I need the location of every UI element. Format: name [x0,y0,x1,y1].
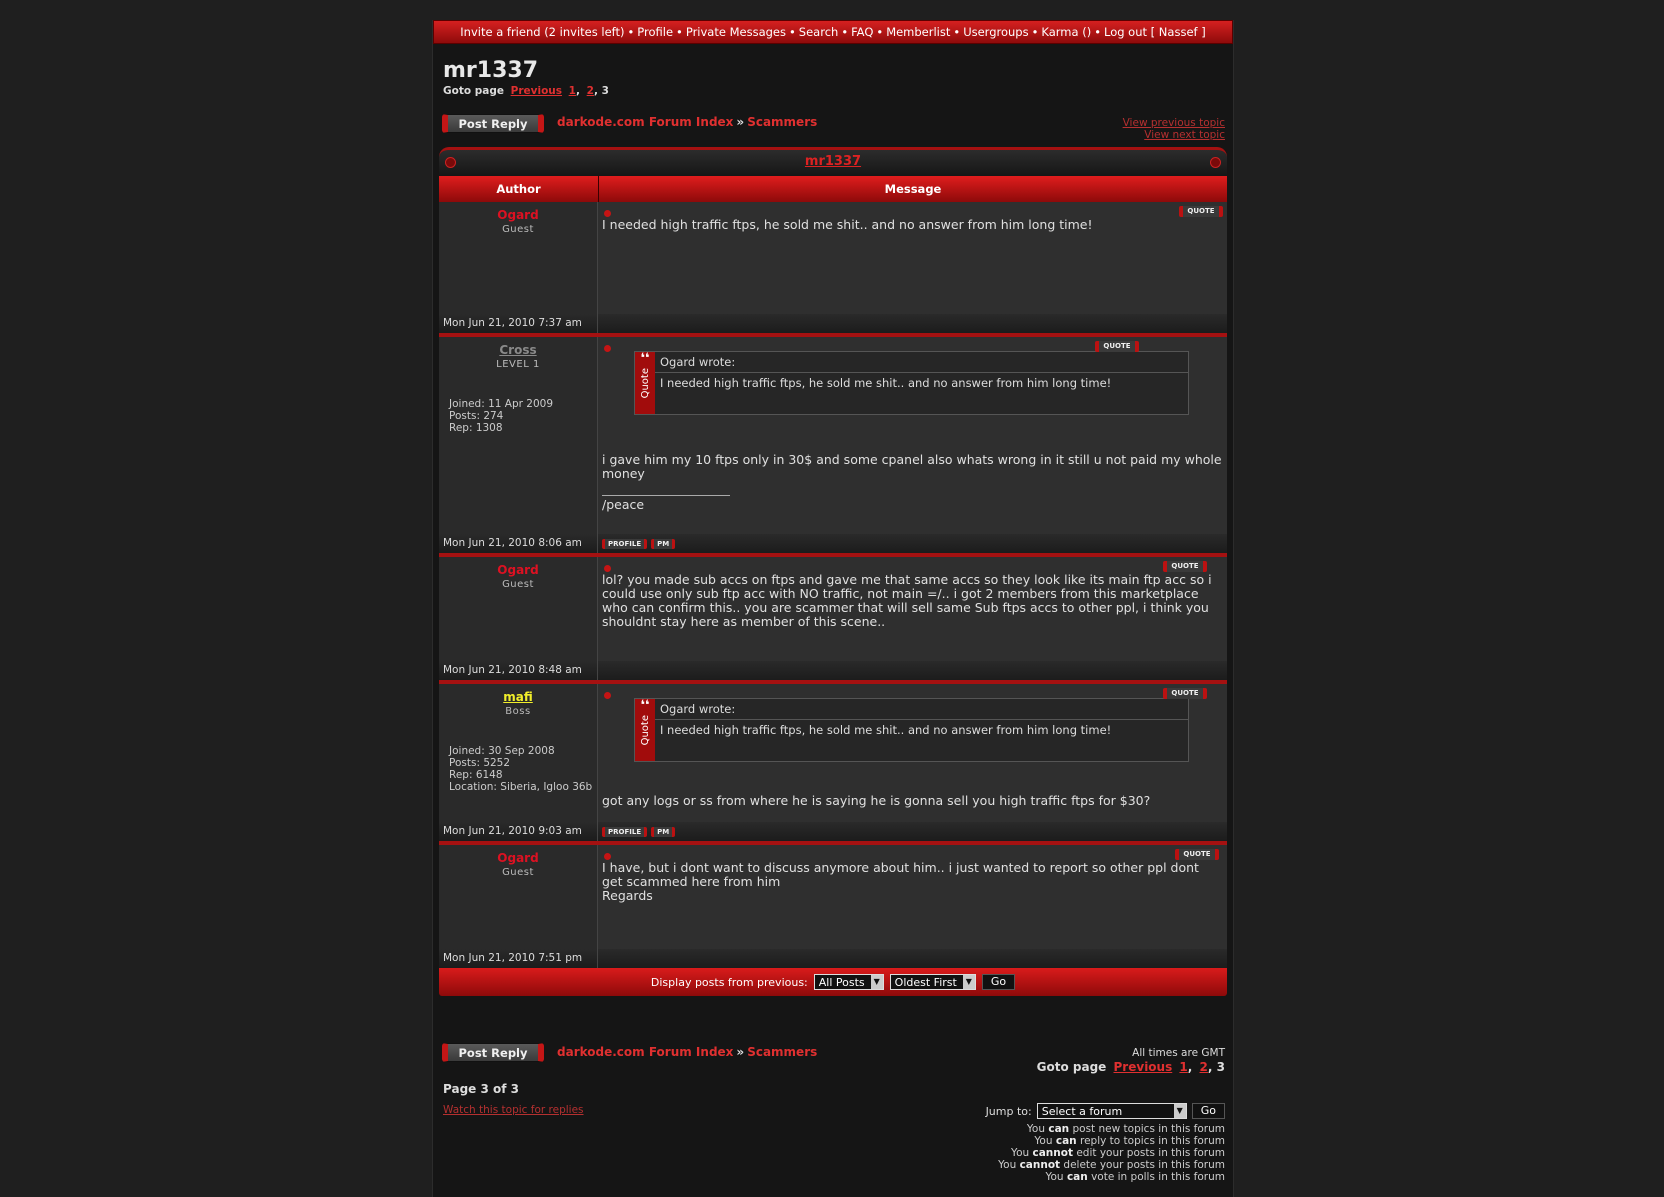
post-row [439,684,1227,822]
permission-line: You cannot edit your posts in this forum [1011,1147,1225,1159]
post-signature: /peace [602,497,645,512]
column-message-header: Message [884,182,942,196]
quote-button[interactable]: QUOTE [1179,206,1223,217]
post-icon [604,345,611,352]
post-author-cell [439,202,598,314]
post-author-rank: LEVEL 1 [496,359,540,370]
timezone-note: All times are GMT [1132,1047,1225,1059]
current-page: 3 [601,85,609,97]
breadcrumb-index-link[interactable]: darkode.com Forum Index [557,1045,734,1059]
post-footer [439,314,1227,337]
table-header [439,176,1227,202]
page-link-2[interactable]: 2 [586,85,594,97]
post-reply-button[interactable]: Post Reply [442,114,544,133]
post-date: Mon Jun 21, 2010 9:03 am [439,822,598,841]
view-previous-topic-link[interactable]: View previous topic [1122,117,1225,129]
current-page: 3 [1216,1060,1225,1074]
post-date: Mon Jun 21, 2010 7:51 pm [439,949,598,968]
post-footer [439,661,1227,684]
display-label: Display posts from previous: [650,975,808,989]
post-message-cell [598,557,1227,661]
post-author-rank: Guest [502,579,534,590]
post-date: Mon Jun 21, 2010 8:48 am [439,661,598,680]
post-message-cell [598,202,1227,314]
quote-author: Ogard wrote: [655,699,1188,720]
quote-mark-icon: ❛❛ [640,698,650,713]
quote-block [634,698,1189,762]
nav-invite[interactable]: Invite a friend (2 invites left) [460,25,625,39]
pm-button[interactable]: PM [651,827,675,837]
goto-page-top: Goto page Previous 1, 2, 3 [443,85,609,97]
page-link-2[interactable]: 2 [1199,1060,1208,1074]
post-author-name[interactable]: mafi [503,690,533,704]
nav-profile[interactable]: Profile [637,25,674,39]
chevron-down-icon: ▼ [963,975,975,989]
posts-table [439,147,1227,996]
jump-to [986,1103,1225,1119]
post-body: lol? you made sub accs on ftps and gave me that same accs so they look like its main ftp acc so i could use only sub ftp acc with NO traffic, not main =/.. i got 2 members from this marketplace who can confirm this.. you are scammer that will sell same Sub ftps accs to other ppl, i think you shouldnt stay here as member of this scene.. [602,572,1212,629]
goto-page-bottom: Goto page Previous 1, 2, 3 [1036,1060,1225,1074]
nav-usergroups[interactable]: Usergroups [963,25,1029,39]
permission-line: You can post new topics in this forum [1026,1123,1225,1135]
post-message-cell [598,845,1227,949]
post-author-rank: Guest [502,224,534,235]
posts-days-select[interactable]: All Posts ▼ [814,974,884,990]
breadcrumb: darkode.com Forum Index » Scammers [557,115,818,129]
post-footer [439,949,1227,968]
post-author-info: Joined: 11 Apr 2009 Posts: 274 Rep: 1308 [449,398,554,434]
breadcrumb-index-link[interactable]: darkode.com Forum Index [557,115,734,129]
post-date: Mon Jun 21, 2010 7:37 am [439,314,598,333]
table-title-bar [439,147,1227,176]
post-footer [439,534,1227,557]
post-date: Mon Jun 21, 2010 8:06 am [439,534,598,553]
post-order-select[interactable]: Oldest First ▼ [890,974,976,990]
post-body: got any logs or ss from where he is saying he is gonna sell you high traffic ftps for $30? [602,793,1151,808]
quote-mark-icon: ❛❛ [640,351,650,366]
view-next-topic-link[interactable]: View next topic [1144,129,1225,141]
post-body: I have, but i dont want to discuss anymore about him.. i just wanted to report so other ppl dont get scammed here from him Regards [602,860,1199,903]
topic-navigation [1123,117,1225,141]
post-author-name[interactable]: Ogard [497,208,539,222]
column-author-header: Author [439,176,599,202]
post-author-info: Joined: 30 Sep 2008 Posts: 5252 Rep: 6148 Location: Siberia, Igloo 36b [449,745,593,793]
post-author-name[interactable]: Ogard [497,851,539,865]
post-row [439,337,1227,534]
post-reply-button-bottom[interactable]: Post Reply [442,1043,544,1062]
top-navigation: Invite a friend (2 invites left) • Profile • Private Messages • Search • FAQ • Memberlist • Usergroups • Karma () • Log out [ Nassef ] [433,20,1233,44]
watch-topic-link[interactable]: Watch this topic for replies [443,1104,584,1116]
profile-button[interactable]: PROFILE [602,827,647,837]
nav-memberlist[interactable]: Memberlist [886,25,951,39]
post-author-name[interactable]: Cross [499,343,537,357]
page-previous-link[interactable]: Previous [510,85,563,97]
post-author-rank: Boss [505,706,531,717]
quote-text: I needed high traffic ftps, he sold me shit.. and no answer from him long time! [660,376,1112,390]
quote-button[interactable]: QUOTE [1175,849,1219,860]
post-icon [604,853,611,860]
permissions-list [998,1123,1225,1183]
quote-text: I needed high traffic ftps, he sold me shit.. and no answer from him long time! [660,723,1112,737]
topic-title-link[interactable]: mr1337 [804,154,862,169]
nav-faq[interactable]: FAQ [851,25,874,39]
profile-button[interactable]: PROFILE [602,539,647,549]
post-row [439,845,1227,949]
jump-forum-select[interactable]: Select a forum ▼ [1037,1103,1187,1119]
page-link-1[interactable]: 1 [1179,1060,1188,1074]
quote-tag: Quote [639,715,651,746]
post-row [439,557,1227,661]
page-link-1[interactable]: 1 [568,85,576,97]
post-body: i gave him my 10 ftps only in 30$ and some cpanel also whats wrong in it still u not paid my whole money [602,452,1222,481]
post-author-cell [439,337,598,534]
jump-label: Jump to: [985,1104,1032,1118]
permission-line: You can reply to topics in this forum [1034,1135,1225,1147]
quote-button[interactable]: QUOTE [1163,688,1207,699]
post-footer [439,822,1227,845]
post-icon [604,210,611,217]
quote-author: Ogard wrote: [655,352,1188,373]
corner-dot-icon [445,157,456,168]
post-author-rank: Guest [502,867,534,878]
breadcrumb-forum-link[interactable]: Scammers [747,1045,818,1059]
display-options-bar [439,968,1227,996]
nav-karma[interactable]: Karma () [1041,25,1092,39]
page-wrapper [432,20,1234,1197]
pm-button[interactable]: PM [651,539,675,549]
post-icon [604,692,611,699]
post-author-cell [439,845,598,949]
signature-divider [602,495,730,496]
post-message-cell [598,684,1227,822]
page-previous-link[interactable]: Previous [1113,1060,1173,1074]
quote-button[interactable]: QUOTE [1095,341,1139,352]
corner-dot-icon [1210,157,1221,168]
breadcrumb-forum-link[interactable]: Scammers [747,115,818,129]
nav-logout[interactable]: Log out [ Nassef ] [1103,25,1206,39]
display-go-button[interactable]: Go [982,974,1015,990]
post-author-cell [439,684,598,822]
post-author-name[interactable]: Ogard [497,563,539,577]
post-author-cell [439,557,598,661]
permission-line: You cannot delete your posts in this forum [998,1159,1225,1171]
post-message-cell [598,337,1227,534]
chevron-down-icon: ▼ [871,975,883,989]
post-body: I needed high traffic ftps, he sold me shit.. and no answer from him long time! [602,217,1093,232]
quote-tag: Quote [639,368,651,399]
breadcrumb-bottom: darkode.com Forum Index » Scammers [557,1045,818,1059]
page-title: mr1337 [443,58,539,83]
nav-search[interactable]: Search [798,25,839,39]
post-icon [604,565,611,572]
page-of-label: Page 3 of 3 [443,1082,519,1096]
nav-private-messages[interactable]: Private Messages [685,25,786,39]
quote-block [634,351,1189,415]
watch-topic [443,1104,584,1116]
post-row [439,202,1227,314]
permission-line: You can vote in polls in this forum [1045,1171,1225,1183]
quote-button[interactable]: QUOTE [1163,561,1207,572]
jump-go-button[interactable]: Go [1192,1103,1225,1119]
chevron-down-icon: ▼ [1174,1104,1186,1118]
